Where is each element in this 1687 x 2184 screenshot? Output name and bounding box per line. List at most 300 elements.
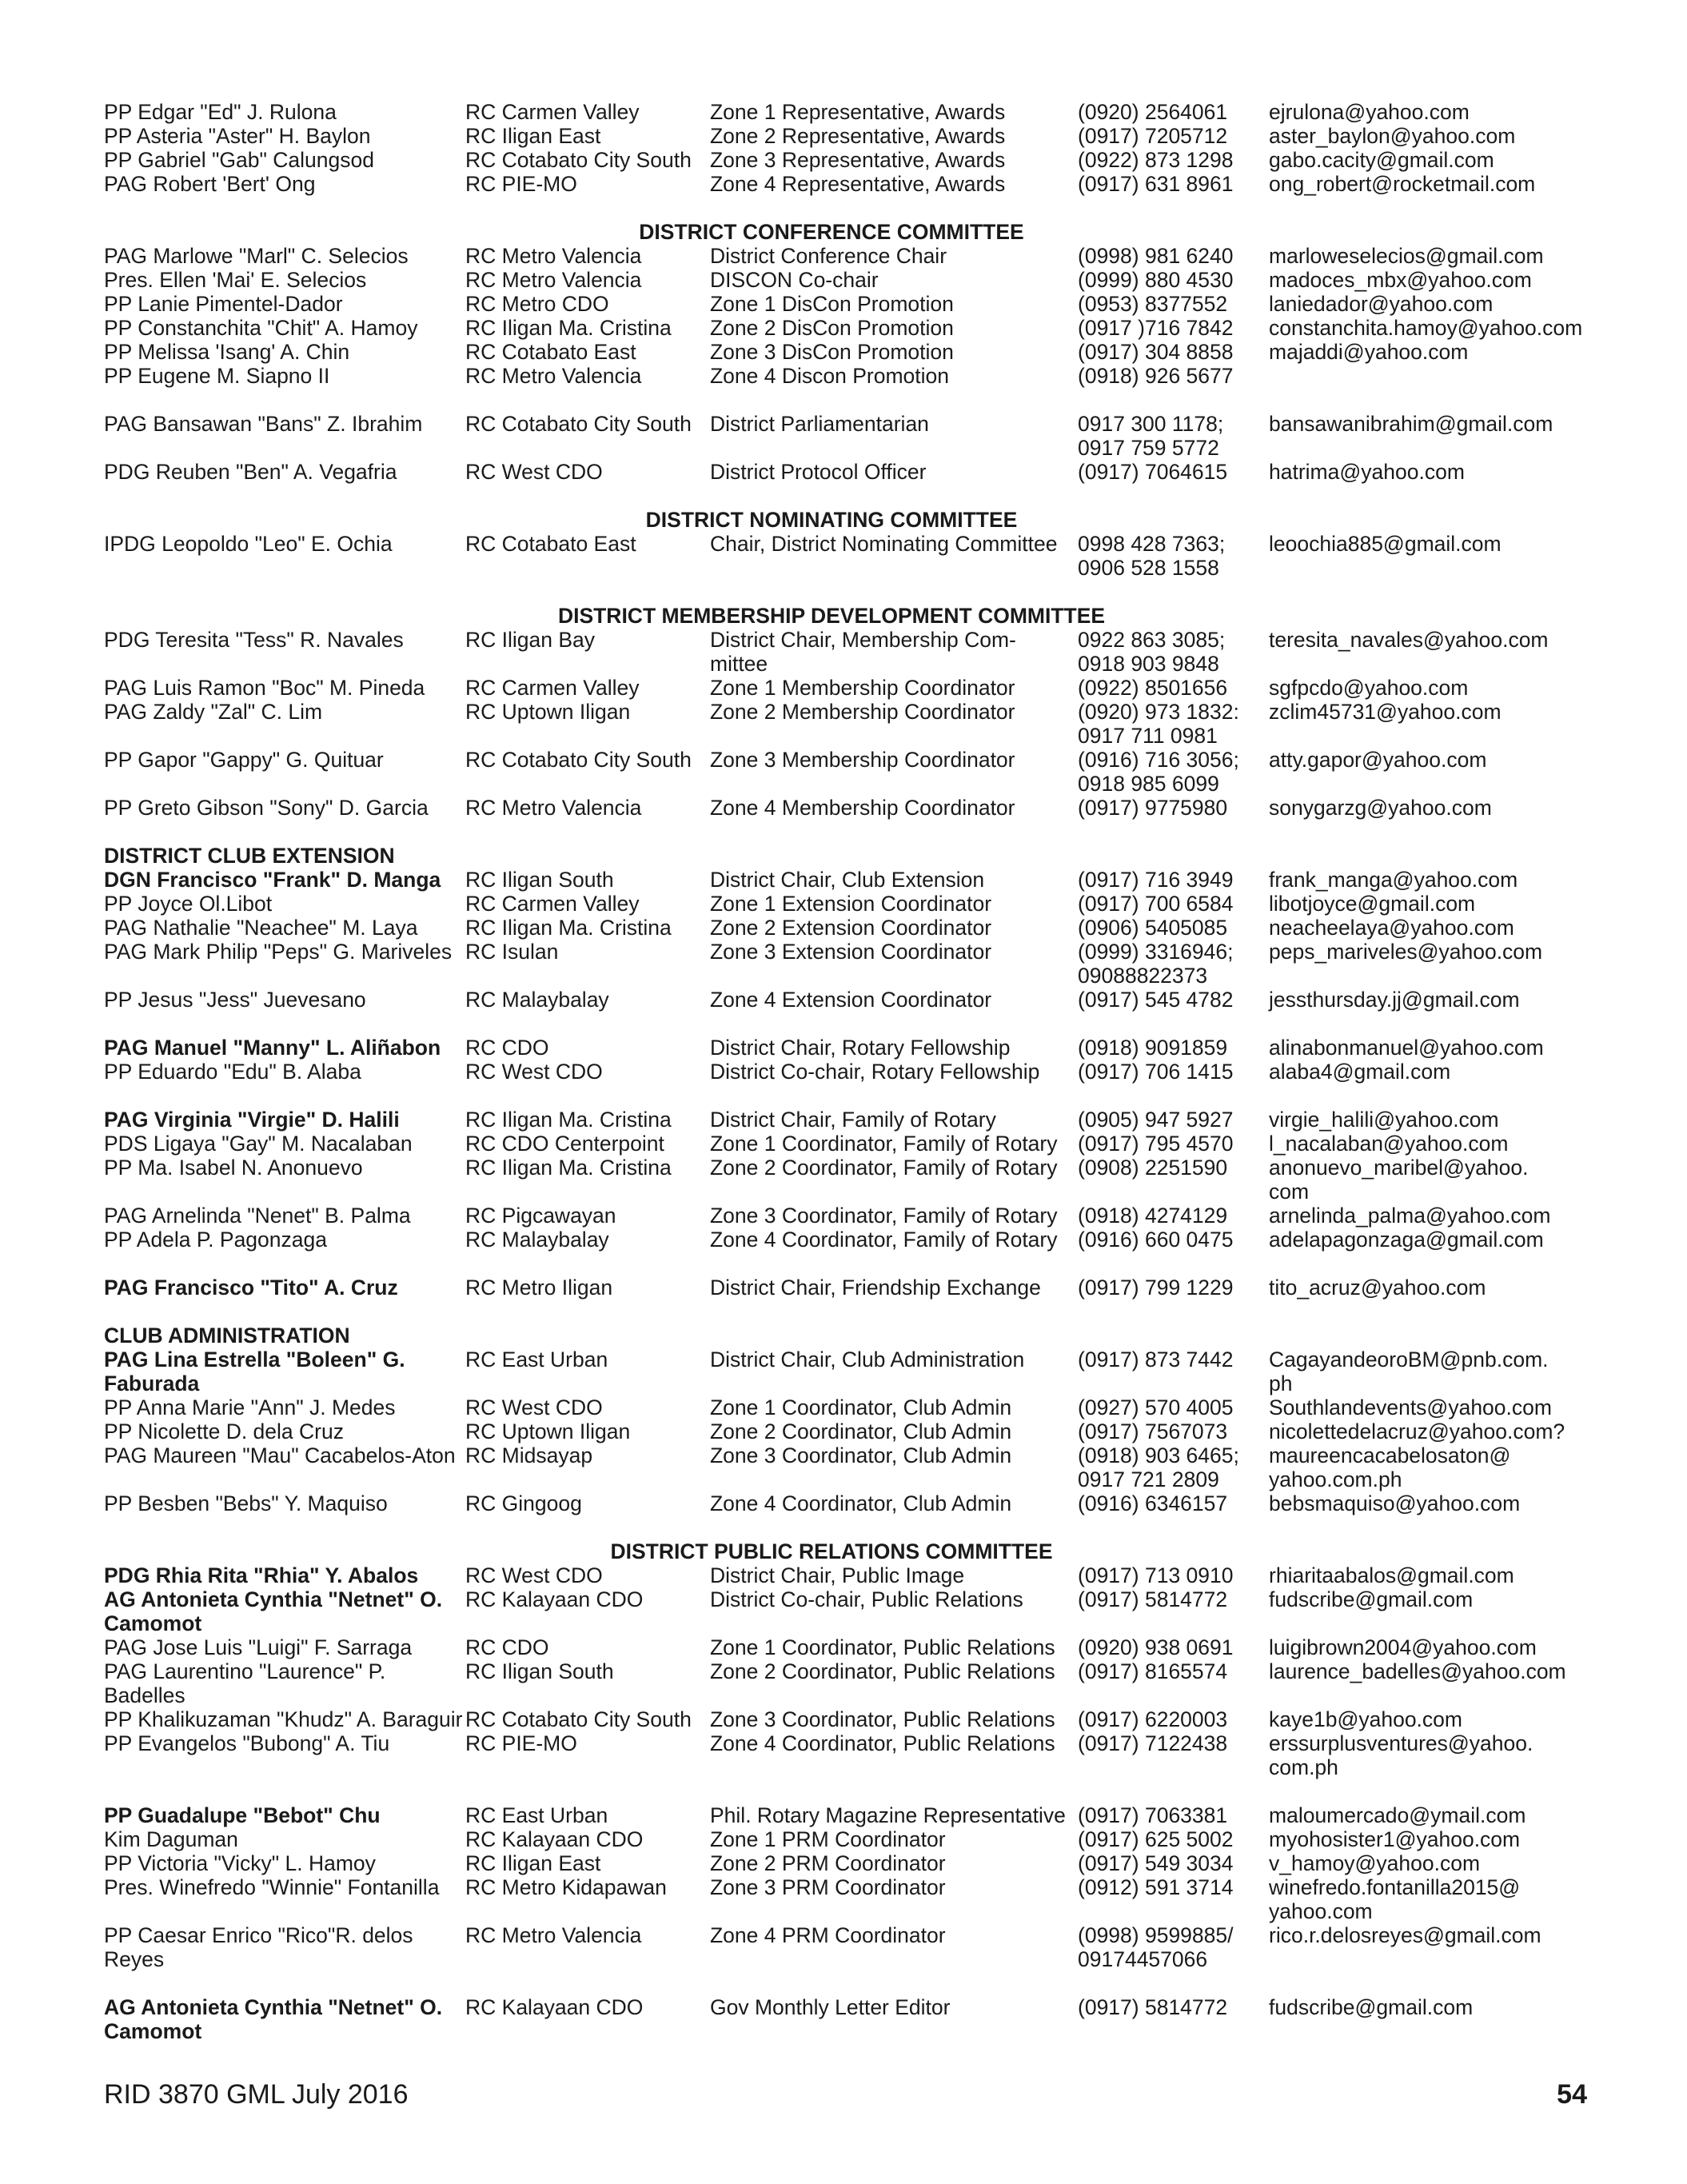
email-address <box>1269 100 1605 124</box>
club-name: RC CDO Centerpoint <box>465 1132 664 1156</box>
member-name <box>104 412 464 436</box>
phone-number <box>1078 1060 1270 1084</box>
directory-entry <box>104 700 1607 748</box>
member-name <box>104 748 464 772</box>
phone-number-line: 0998 428 7363; <box>1078 532 1226 556</box>
phone-number-line: (0927) 570 4005 <box>1078 1395 1234 1419</box>
member-name-line: Pres. Winefredo "Winnie" Fontanilla <box>104 1875 440 1899</box>
member-name-line: PP Victoria "Vicky" L. Hamoy <box>104 1851 376 1875</box>
member-position <box>710 1491 1079 1515</box>
directory-entry <box>104 940 1607 988</box>
member-position <box>710 676 1079 700</box>
phone-number <box>1078 268 1270 292</box>
directory-entry <box>104 340 1607 364</box>
directory-entry <box>104 1036 1607 1060</box>
phone-number-line: (0920) 2564061 <box>1078 100 1228 124</box>
directory-entry <box>104 1419 1607 1443</box>
member-position-line: Zone 1 Membership Coordinator <box>710 676 1015 700</box>
member-position-line: District Chair, Public Image <box>710 1563 965 1587</box>
member-name <box>104 628 464 652</box>
email-address <box>1269 1851 1605 1875</box>
member-position <box>710 268 1079 292</box>
phone-number <box>1078 1491 1270 1515</box>
member-position-line: DISCON Co-chair <box>710 268 879 292</box>
email-address-line: gabo.cacity@gmail.com <box>1269 148 1494 172</box>
member-name <box>104 1036 464 1060</box>
member-position-line: Zone 3 PRM Coordinator <box>710 1875 946 1899</box>
email-address <box>1269 340 1605 364</box>
email-address-line: frank_manga@yahoo.com <box>1269 868 1518 892</box>
phone-number-line: 0918 985 6099 <box>1078 772 1219 796</box>
phone-number <box>1078 1348 1270 1371</box>
directory-entry <box>104 172 1607 196</box>
directory-entry <box>104 244 1607 268</box>
member-position-line: Zone 1 Coordinator, Club Admin <box>710 1395 1012 1419</box>
phone-number-line: (0917) 6220003 <box>1078 1707 1228 1731</box>
member-name-line: PP Joyce Ol.Libot <box>104 892 273 916</box>
email-address-line: laniedador@yahoo.com <box>1269 292 1494 316</box>
phone-number <box>1078 676 1270 700</box>
member-position <box>710 892 1079 916</box>
directory-section <box>104 508 1607 580</box>
member-position <box>710 1276 1079 1300</box>
member-position-line: Phil. Rotary Magazine Representative <box>710 1803 1066 1827</box>
phone-number <box>1078 340 1270 364</box>
member-name <box>104 532 464 556</box>
phone-number <box>1078 1228 1270 1252</box>
phone-number-line: (0917) 799 1229 <box>1078 1276 1234 1300</box>
member-position-line: Zone 4 Coordinator, Family of Rotary <box>710 1228 1058 1252</box>
phone-number <box>1078 244 1270 268</box>
phone-number <box>1078 1395 1270 1419</box>
phone-number <box>1078 916 1270 940</box>
phone-number-line: (0917) 716 3949 <box>1078 868 1234 892</box>
email-address-line: peps_mariveles@yahoo.com <box>1269 940 1543 964</box>
member-name <box>104 460 464 484</box>
phone-number-line: (0920) 938 0691 <box>1078 1635 1234 1659</box>
row-spacer <box>104 388 1607 412</box>
email-address <box>1269 1132 1605 1156</box>
member-name-line: PP Anna Marie "Ann" J. Medes <box>104 1395 396 1419</box>
member-name-line: AG Antonieta Cynthia "Netnet" O. <box>104 1587 443 1611</box>
phone-number-line: 0922 863 3085; <box>1078 628 1226 652</box>
email-address <box>1269 1060 1605 1084</box>
member-name-line: PP Constanchita "Chit" A. Hamoy <box>104 316 418 340</box>
email-address <box>1269 1204 1605 1228</box>
member-position <box>710 1803 1079 1827</box>
email-address-line: aster_baylon@yahoo.com <box>1269 124 1516 148</box>
club-name: RC Metro Valencia <box>465 268 642 292</box>
member-name <box>104 892 464 916</box>
email-address <box>1269 628 1605 652</box>
phone-number <box>1078 1827 1270 1851</box>
email-address <box>1269 1635 1605 1659</box>
email-address-line: leoochia885@gmail.com <box>1269 532 1502 556</box>
row-spacer <box>104 1779 1607 1803</box>
directory-entry <box>104 1276 1607 1300</box>
phone-number-line: (0918) 903 6465; <box>1078 1443 1239 1467</box>
member-position <box>710 1036 1079 1060</box>
email-address <box>1269 1228 1605 1252</box>
member-name <box>104 244 464 268</box>
phone-number-line: 0918 903 9848 <box>1078 652 1219 676</box>
phone-number-line: 0906 528 1558 <box>1078 556 1219 580</box>
phone-number <box>1078 1276 1270 1300</box>
club-name: RC Isulan <box>465 940 559 964</box>
publication-footer: RID 3870 GML July 2016 <box>104 2079 409 2110</box>
email-address <box>1269 364 1605 388</box>
section-heading: DISTRICT CONFERENCE COMMITTEE <box>639 220 1024 244</box>
club-name: RC CDO <box>465 1635 549 1659</box>
club-name: RC Pigcawayan <box>465 1204 616 1228</box>
phone-number <box>1078 1204 1270 1228</box>
phone-number <box>1078 1587 1270 1611</box>
directory-entry <box>104 892 1607 916</box>
phone-number-line: (0917) 7122438 <box>1078 1731 1228 1755</box>
directory-entry <box>104 532 1607 580</box>
member-name <box>104 676 464 700</box>
email-address-line: atty.gapor@yahoo.com <box>1269 748 1487 772</box>
club-name: RC Uptown Iligan <box>465 700 631 724</box>
member-position-line: District Conference Chair <box>710 244 947 268</box>
phone-number-line: 0917 711 0981 <box>1078 724 1218 748</box>
email-address <box>1269 868 1605 892</box>
member-name-line: PDG Teresita "Tess" R. Navales <box>104 628 404 652</box>
member-position-line: District Chair, Rotary Fellowship <box>710 1036 1011 1060</box>
member-name-line: PP Eugene M. Siapno II <box>104 364 330 388</box>
member-name-line: Camomot <box>104 1611 202 1635</box>
phone-number <box>1078 1803 1270 1827</box>
phone-number <box>1078 1132 1270 1156</box>
club-name: RC Cotabato East <box>465 532 636 556</box>
member-name <box>104 148 464 172</box>
phone-number-line: (0917) 9775980 <box>1078 796 1228 820</box>
member-position <box>710 1348 1079 1371</box>
member-name <box>104 316 464 340</box>
member-position-line: Zone 4 Extension Coordinator <box>710 988 992 1012</box>
member-position <box>710 1204 1079 1228</box>
member-position-line: District Chair, Membership Com- <box>710 628 1016 652</box>
phone-number <box>1078 100 1270 124</box>
club-name: RC Cotabato City South <box>465 1707 692 1731</box>
club-name: RC West CDO <box>465 1395 603 1419</box>
club-name: RC Malaybalay <box>465 988 609 1012</box>
member-position <box>710 172 1079 196</box>
phone-number-line: (0917) 549 3034 <box>1078 1851 1234 1875</box>
phone-number <box>1078 124 1270 148</box>
email-address-line: luigibrown2004@yahoo.com <box>1269 1635 1537 1659</box>
member-position <box>710 1563 1079 1587</box>
section-heading: DISTRICT NOMINATING COMMITTEE <box>645 508 1018 532</box>
email-address-line: virgie_halili@yahoo.com <box>1269 1108 1499 1132</box>
member-position <box>710 1419 1079 1443</box>
directory-entry <box>104 1395 1607 1419</box>
email-address <box>1269 988 1605 1012</box>
club-name: RC CDO <box>465 1036 549 1060</box>
email-address <box>1269 1731 1605 1779</box>
email-address-line: ejrulona@yahoo.com <box>1269 100 1470 124</box>
member-position <box>710 532 1079 556</box>
member-position <box>710 1443 1079 1467</box>
member-name <box>104 1659 464 1707</box>
phone-number <box>1078 1108 1270 1132</box>
member-position <box>710 868 1079 892</box>
member-name-line: PAG Francisco "Tito" A. Cruz <box>104 1276 398 1300</box>
member-name <box>104 1395 464 1419</box>
club-name: RC Metro Valencia <box>465 244 642 268</box>
member-name-line: IPDG Leopoldo "Leo" E. Ochia <box>104 532 393 556</box>
club-name: RC Carmen Valley <box>465 892 640 916</box>
email-address <box>1269 1419 1605 1443</box>
member-position <box>710 292 1079 316</box>
club-name: RC West CDO <box>465 1060 603 1084</box>
directory-entry <box>104 748 1607 796</box>
member-name-line: PDG Reuben "Ben" A. Vegafria <box>104 460 397 484</box>
member-position <box>710 1395 1079 1419</box>
phone-number-line: (0917) 8165574 <box>1078 1659 1228 1683</box>
member-name <box>104 1587 464 1635</box>
directory-entry <box>104 1707 1607 1731</box>
email-address <box>1269 892 1605 916</box>
email-address-line: com <box>1269 1180 1310 1204</box>
member-name <box>104 1707 464 1731</box>
email-address <box>1269 1875 1605 1923</box>
phone-number <box>1078 292 1270 316</box>
member-name <box>104 1827 464 1851</box>
member-name-line: PP Greto Gibson "Sony" D. Garcia <box>104 796 429 820</box>
club-name: RC Iligan Ma. Cristina <box>465 1108 672 1132</box>
member-name <box>104 292 464 316</box>
phone-number-line: (0917) 713 0910 <box>1078 1563 1234 1587</box>
member-name-line: Reyes <box>104 1947 165 1971</box>
club-name: RC Kalayaan CDO <box>465 1827 644 1851</box>
member-name-line: PP Asteria "Aster" H. Baylon <box>104 124 371 148</box>
member-name <box>104 796 464 820</box>
member-position-line: District Co-chair, Public Relations <box>710 1587 1023 1611</box>
phone-number <box>1078 796 1270 820</box>
phone-number <box>1078 1995 1270 2019</box>
member-position <box>710 1156 1079 1180</box>
directory-section <box>104 604 1607 820</box>
directory-entry <box>104 316 1607 340</box>
member-name-line: Pres. Ellen 'Mai' E. Selecios <box>104 268 367 292</box>
member-name-line: PP Besben "Bebs" Y. Maquiso <box>104 1491 388 1515</box>
email-address-line: marloweselecios@gmail.com <box>1269 244 1544 268</box>
club-name: RC Cotabato City South <box>465 748 692 772</box>
email-address-line: madoces_mbx@yahoo.com <box>1269 268 1532 292</box>
member-position-line: Zone 1 Extension Coordinator <box>710 892 992 916</box>
directory-entry <box>104 1923 1607 1971</box>
phone-number-line: 0917 721 2809 <box>1078 1467 1219 1491</box>
member-name-line: PP Nicolette D. dela Cruz <box>104 1419 344 1443</box>
member-name <box>104 172 464 196</box>
phone-number-line: (0917) 873 7442 <box>1078 1348 1234 1371</box>
email-address-line: v_hamoy@yahoo.com <box>1269 1851 1481 1875</box>
member-name-line: PAG Zaldy "Zal" C. Lim <box>104 700 323 724</box>
member-name-line: PP Ma. Isabel N. Anonuevo <box>104 1156 363 1180</box>
phone-number <box>1078 532 1270 580</box>
member-position <box>710 988 1079 1012</box>
email-address-line: majaddi@yahoo.com <box>1269 340 1469 364</box>
directory-entry <box>104 460 1607 484</box>
member-position <box>710 1827 1079 1851</box>
phone-number-line: (0917) 7064615 <box>1078 460 1228 484</box>
member-position-line: Zone 4 Discon Promotion <box>710 364 950 388</box>
email-address <box>1269 292 1605 316</box>
member-name <box>104 1491 464 1515</box>
member-position <box>710 1587 1079 1611</box>
directory-entry <box>104 1731 1607 1779</box>
email-address-line: anonuevo_maribel@yahoo. <box>1269 1156 1529 1180</box>
member-position <box>710 748 1079 772</box>
directory-entry <box>104 1875 1607 1923</box>
club-name: RC West CDO <box>465 1563 603 1587</box>
member-name-line: PAG Maureen "Mau" Cacabelos-Aton <box>104 1443 456 1467</box>
phone-number-line: (0918) 4274129 <box>1078 1204 1228 1228</box>
club-name: RC Metro Valencia <box>465 1923 642 1947</box>
email-address-line: bebsmaquiso@yahoo.com <box>1269 1491 1521 1515</box>
member-name <box>104 916 464 940</box>
phone-number <box>1078 940 1270 988</box>
phone-number-line: (0998) 9599885/ <box>1078 1923 1234 1947</box>
phone-number-line: (0998) 981 6240 <box>1078 244 1234 268</box>
phone-number <box>1078 1156 1270 1180</box>
phone-number-line: (0918) 926 5677 <box>1078 364 1234 388</box>
member-name-line: PP Eduardo "Edu" B. Alaba <box>104 1060 361 1084</box>
member-name-line: PP Guadalupe "Bebot" Chu <box>104 1803 381 1827</box>
directory-entry <box>104 916 1607 940</box>
email-address-line: sgfpcdo@yahoo.com <box>1269 676 1469 700</box>
member-position-line: Zone 2 Extension Coordinator <box>710 916 992 940</box>
directory-entry <box>104 868 1607 892</box>
club-name: RC Iligan South <box>465 1659 614 1683</box>
club-name: RC Iligan Ma. Cristina <box>465 316 672 340</box>
directory-entry <box>104 1995 1607 2043</box>
email-address <box>1269 1443 1605 1491</box>
phone-number-line: (0917) 631 8961 <box>1078 172 1234 196</box>
directory-entry <box>104 1060 1607 1084</box>
member-name <box>104 100 464 124</box>
directory-entry <box>104 1851 1607 1875</box>
email-address-line: alaba4@gmail.com <box>1269 1060 1451 1084</box>
section-heading: DISTRICT PUBLIC RELATIONS COMMITTEE <box>610 1539 1053 1563</box>
phone-number <box>1078 460 1270 484</box>
phone-number-line: (0906) 5405085 <box>1078 916 1228 940</box>
email-address-line: yahoo.com.ph <box>1269 1467 1402 1491</box>
phone-number-line: (0917) 5814772 <box>1078 1995 1228 2019</box>
member-position-line: Zone 2 PRM Coordinator <box>710 1851 946 1875</box>
member-name <box>104 1060 464 1084</box>
directory-entry <box>104 1587 1607 1635</box>
club-name: RC East Urban <box>465 1803 608 1827</box>
email-address-line: teresita_navales@yahoo.com <box>1269 628 1549 652</box>
phone-number-line: 09174457066 <box>1078 1947 1208 1971</box>
member-name-line: PP Lanie Pimentel-Dador <box>104 292 343 316</box>
email-address <box>1269 412 1605 436</box>
member-name-line: PAG Laurentino "Laurence" P. <box>104 1659 386 1683</box>
member-position-line: Zone 2 Membership Coordinator <box>710 700 1015 724</box>
club-name: RC Gingoog <box>465 1491 582 1515</box>
phone-number <box>1078 1443 1270 1491</box>
email-address <box>1269 1395 1605 1419</box>
member-position <box>710 1228 1079 1252</box>
phone-number-line: (0905) 947 5927 <box>1078 1108 1234 1132</box>
email-address <box>1269 940 1605 964</box>
email-address-line: erssurplusventures@yahoo. <box>1269 1731 1533 1755</box>
phone-number <box>1078 748 1270 796</box>
club-name: RC Carmen Valley <box>465 676 640 700</box>
email-address-line: maureencacabelosaton@ <box>1269 1443 1511 1467</box>
phone-number-line: 09088822373 <box>1078 964 1208 988</box>
phone-number-line: (0999) 3316946; <box>1078 940 1234 964</box>
email-address <box>1269 1156 1605 1204</box>
club-name: RC Kalayaan CDO <box>465 1995 644 2019</box>
member-position <box>710 1731 1079 1755</box>
club-name: RC PIE-MO <box>465 172 577 196</box>
email-address-line <box>1269 364 1605 388</box>
member-position <box>710 1995 1079 2019</box>
member-name-line: PAG Bansawan "Bans" Z. Ibrahim <box>104 412 423 436</box>
member-position-line: Zone 3 Representative, Awards <box>710 148 1006 172</box>
member-position <box>710 1707 1079 1731</box>
email-address-line: CagayandeoroBM@pnb.com. <box>1269 1348 1549 1371</box>
directory-entry <box>104 148 1607 172</box>
directory-section <box>104 1324 1607 1515</box>
row-spacer <box>104 1084 1607 1108</box>
member-name <box>104 364 464 388</box>
email-address-line: myohosister1@yahoo.com <box>1269 1827 1521 1851</box>
email-address-line: ong_robert@rocketmail.com <box>1269 172 1536 196</box>
phone-number <box>1078 988 1270 1012</box>
member-position <box>710 940 1079 964</box>
member-position-line: Zone 1 PRM Coordinator <box>710 1827 946 1851</box>
member-position-line: Zone 2 DisCon Promotion <box>710 316 954 340</box>
member-position-line: Zone 3 Extension Coordinator <box>710 940 992 964</box>
phone-number-line: (0920) 973 1832: <box>1078 700 1239 724</box>
member-position <box>710 364 1079 388</box>
club-name: RC East Urban <box>465 1348 608 1371</box>
member-position <box>710 124 1079 148</box>
club-name: RC Metro CDO <box>465 292 609 316</box>
email-address <box>1269 1036 1605 1060</box>
member-position <box>710 100 1079 124</box>
member-position-line: Zone 2 Representative, Awards <box>710 124 1006 148</box>
phone-number-line: (0917) 700 6584 <box>1078 892 1234 916</box>
section-heading: CLUB ADMINISTRATION <box>104 1324 350 1348</box>
member-name-line: Camomot <box>104 2019 202 2043</box>
member-position <box>710 628 1079 676</box>
directory-entry <box>104 676 1607 700</box>
member-name <box>104 340 464 364</box>
member-name-line: Badelles <box>104 1683 185 1707</box>
member-position <box>710 340 1079 364</box>
directory-entry <box>104 1491 1607 1515</box>
phone-number <box>1078 868 1270 892</box>
email-address-line: adelapagonzaga@gmail.com <box>1269 1228 1544 1252</box>
email-address <box>1269 1491 1605 1515</box>
email-address-line: fudscribe@gmail.com <box>1269 1995 1474 2019</box>
member-name-line: PAG Manuel "Manny" L. Aliñabon <box>104 1036 441 1060</box>
member-name <box>104 1563 464 1587</box>
directory-entry <box>104 1659 1607 1707</box>
member-name <box>104 700 464 724</box>
member-name <box>104 1132 464 1156</box>
directory-section <box>104 100 1607 196</box>
member-position-line: Zone 4 Coordinator, Public Relations <box>710 1731 1055 1755</box>
member-position-line: Zone 4 Coordinator, Club Admin <box>710 1491 1012 1515</box>
member-name-line: PP Gabriel "Gab" Calungsod <box>104 148 374 172</box>
member-name <box>104 1731 464 1755</box>
